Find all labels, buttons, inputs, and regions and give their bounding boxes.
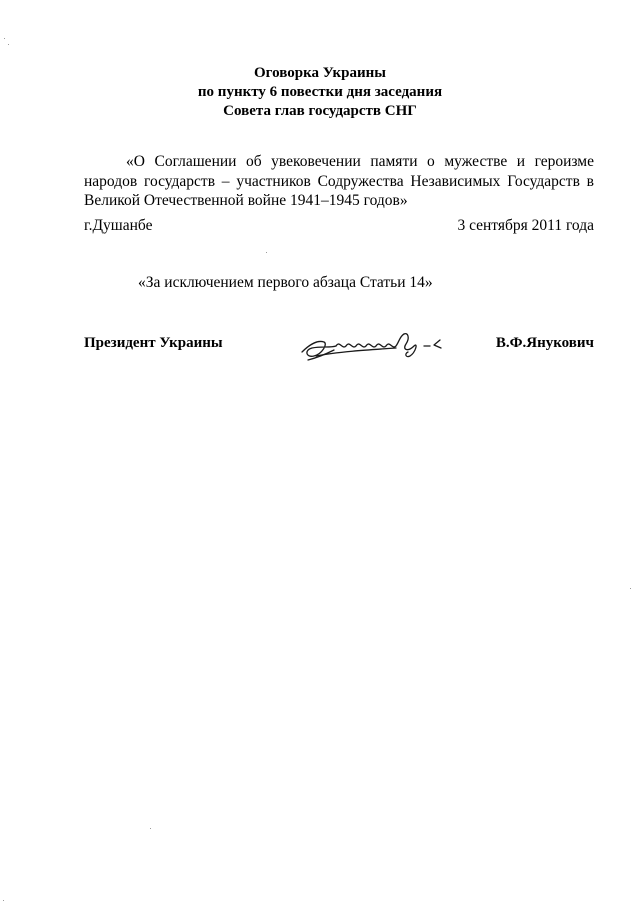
signatory-name: В.Ф.Янукович: [495, 335, 594, 351]
date: 3 сентября 2011 года: [457, 217, 594, 234]
scan-speck: [4, 38, 5, 39]
title-line-2: по пункту 6 повестки дня заседания: [197, 84, 443, 100]
document-title: [0, 64, 640, 121]
scan-speck: [3, 900, 4, 901]
scan-speck: [150, 828, 151, 829]
agreement-subject: «О Соглашении об увековечении памяти о мужестве и героизме народов государств – участников Содружества Независимых Государств в Великой Отечественной войне 1941–1945 годов»: [84, 153, 594, 209]
title-line-3: Совета глав государств СНГ: [223, 103, 417, 119]
reservation-text: «За исключением первого абзаца Статьи 14»: [138, 274, 433, 291]
signature-block: [84, 334, 594, 364]
scan-speck: [8, 44, 9, 45]
scan-speck: [630, 588, 631, 589]
place: г.Душанбе: [84, 217, 153, 234]
signatory-position: Президент Украины: [84, 335, 223, 351]
handwritten-signature: [296, 322, 456, 366]
scan-speck: [266, 252, 267, 253]
title-line-1: Оговорка Украины: [254, 65, 386, 81]
